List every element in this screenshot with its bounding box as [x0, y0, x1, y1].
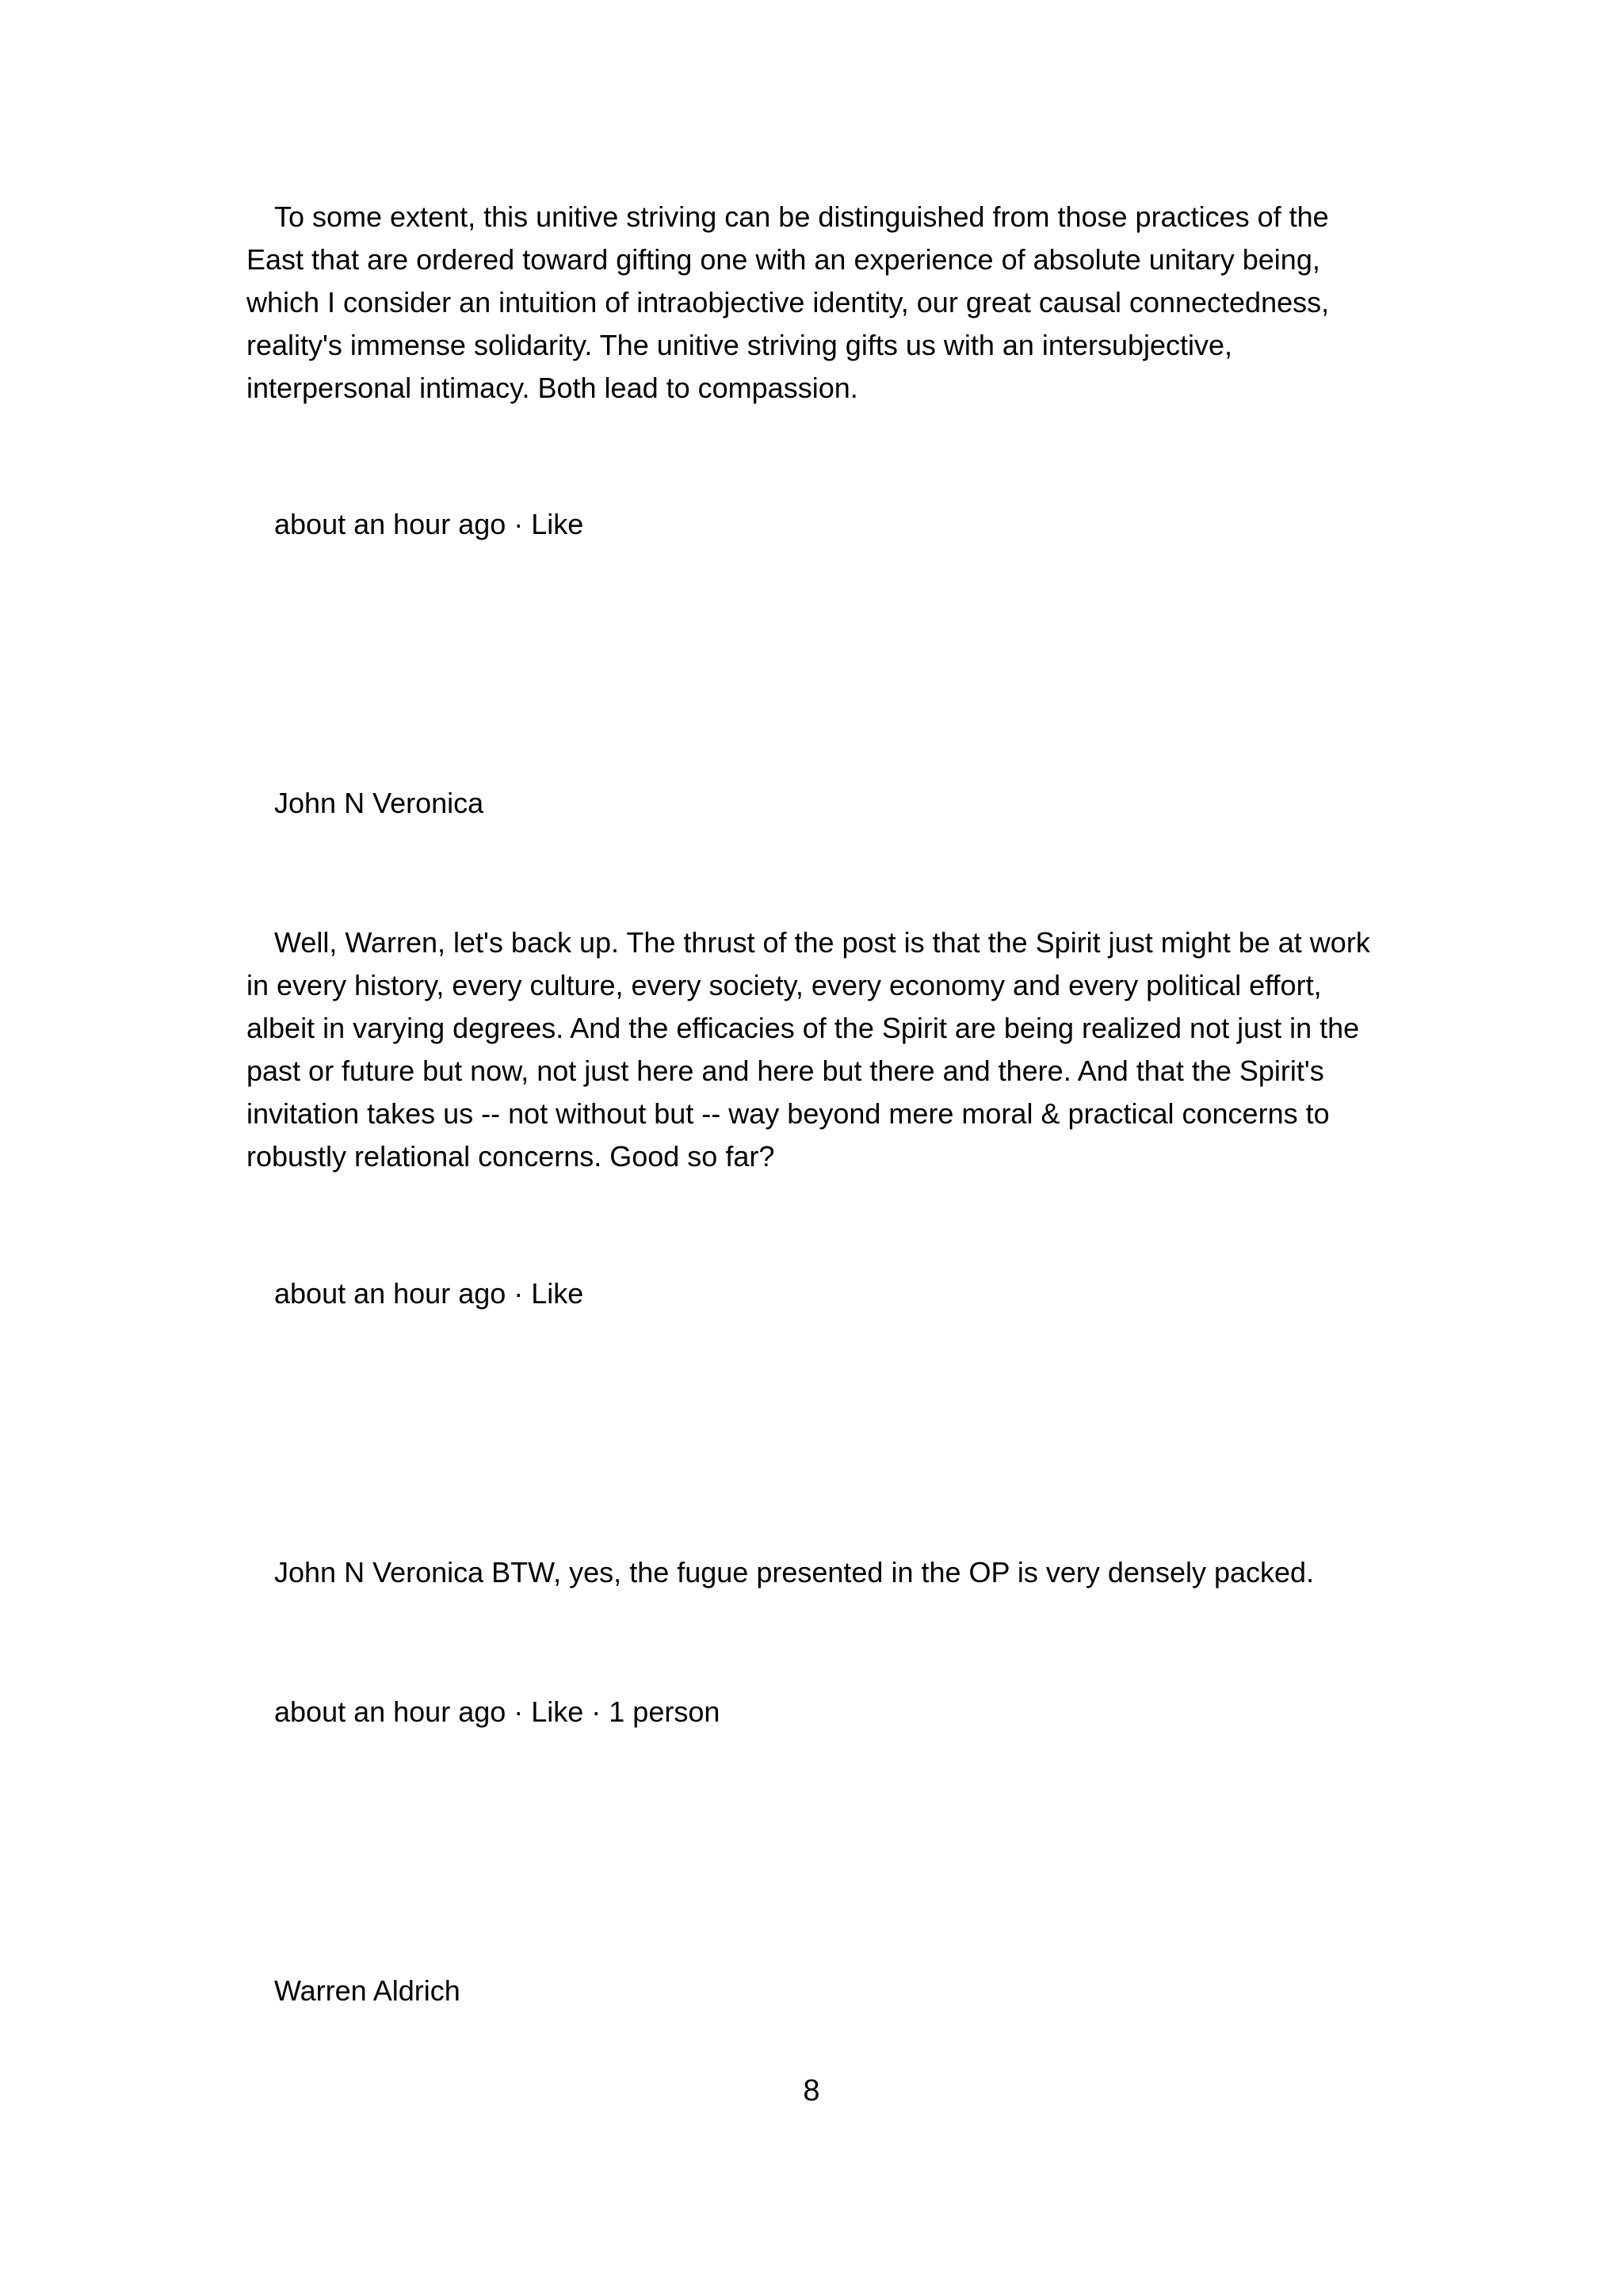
comment-inline-text: John N Veronica BTW, yes, the fugue presented in the OP is very densely packed. [274, 1556, 1315, 1589]
comment-meta: about an hour ago · Like [274, 1277, 584, 1310]
comment-paragraph-body: Well, Warren, let's back up. The thrust of the post is that the Spirit just might be at work in every history, every culture, every society, every economy and every political effort, albeit in varying degrees. And the efficacies of the Spirit are being realized not just in the past or future but now, not just here and here but there and there. And that the Spirit's invitation takes us -- not without but -- way beyond mere moral & practical concerns to robustly relational concerns. Good so far? [246, 926, 1370, 1173]
page-number: 8 [803, 2074, 820, 2107]
comment-meta: about an hour ago · Like · 1 person [274, 1695, 720, 1728]
comment-author-name: Warren Aldrich [274, 1974, 460, 2007]
comment-meta: about an hour ago · Like [274, 508, 584, 540]
comment-author-name: John N Veronica [274, 787, 484, 819]
comment-paragraph-intro: To some extent, this unitive striving can be distinguished from those practices of the East that are ordered toward gifting one with an experience of absolute unitary being, which I consider an intuition of intraobjective identity, our great causal connectedness, reality's immense solidarity. The unitive striving gifts us with an intersubjective, interpersonal intimacy. Both lead to compassion. [246, 200, 1330, 404]
